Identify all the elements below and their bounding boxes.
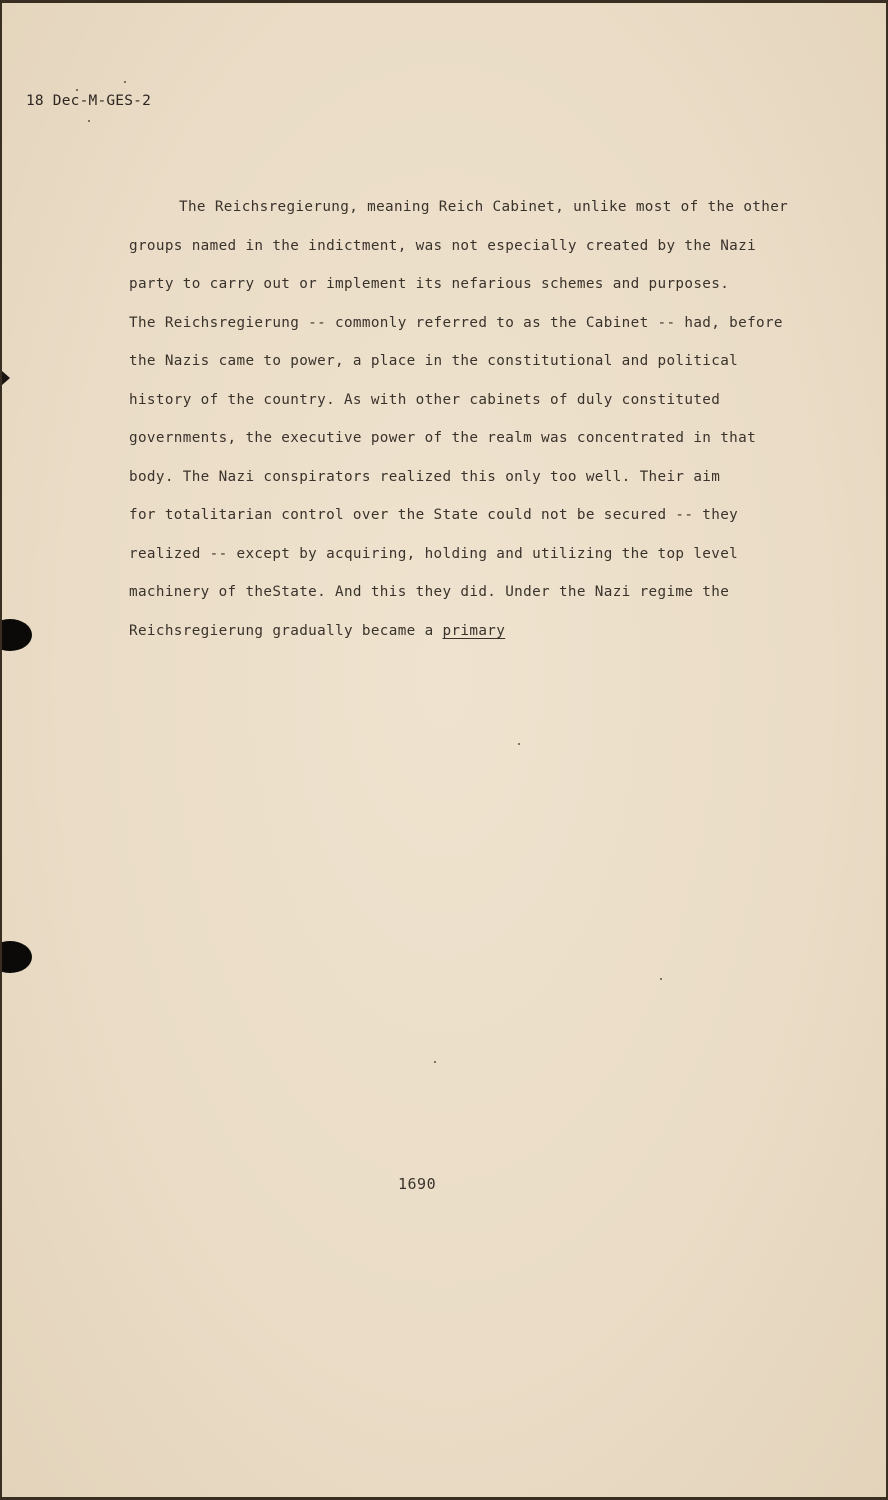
body-paragraph bbox=[129, 188, 849, 650]
punch-hole bbox=[2, 619, 32, 651]
punch-hole bbox=[2, 941, 32, 973]
paper-speck bbox=[88, 120, 90, 122]
text-line: machinery of theState. And this they did. Under the Nazi regime the bbox=[129, 584, 730, 600]
edge-mark bbox=[2, 371, 10, 385]
text-line: groups named in the indictment, was not especially created by the Nazi bbox=[129, 237, 757, 254]
paper-speck bbox=[124, 81, 126, 83]
paper-speck bbox=[660, 978, 662, 980]
text-line-last bbox=[129, 612, 849, 651]
text-line: body. The Nazi conspirators realized this only too well. Their aim bbox=[129, 468, 721, 485]
text-line: history of the country. As with other cabinets of duly constituted bbox=[129, 391, 721, 408]
underlined-word: primary bbox=[442, 622, 506, 639]
text-line: party to carry out or implement its nefarious schemes and purposes. bbox=[129, 276, 730, 292]
text-line-prefix: Reichsregierung gradually became a bbox=[129, 622, 443, 639]
page-number: 1690 bbox=[398, 1175, 437, 1193]
text-line: The Reichsregierung -- commonly referred to as the Cabinet -- had, before bbox=[129, 314, 783, 331]
document-page bbox=[2, 3, 886, 1497]
text-line: governments, the executive power of the realm was concentrated in that bbox=[129, 430, 757, 446]
text-line: The Reichsregierung, meaning Reich Cabinet, unlike most of the other bbox=[179, 199, 789, 215]
paper-speck bbox=[518, 743, 520, 745]
text-line: for totalitarian control over the State could not be secured -- they bbox=[129, 507, 739, 523]
paper-speck bbox=[76, 89, 78, 91]
document-reference: 18 Dec-M-GES-2 bbox=[26, 93, 152, 109]
paper-speck bbox=[434, 1061, 436, 1063]
text-line: the Nazis came to power, a place in the constitutional and political bbox=[129, 353, 739, 369]
text-line: realized -- except by acquiring, holding and utilizing the top level bbox=[129, 545, 739, 562]
